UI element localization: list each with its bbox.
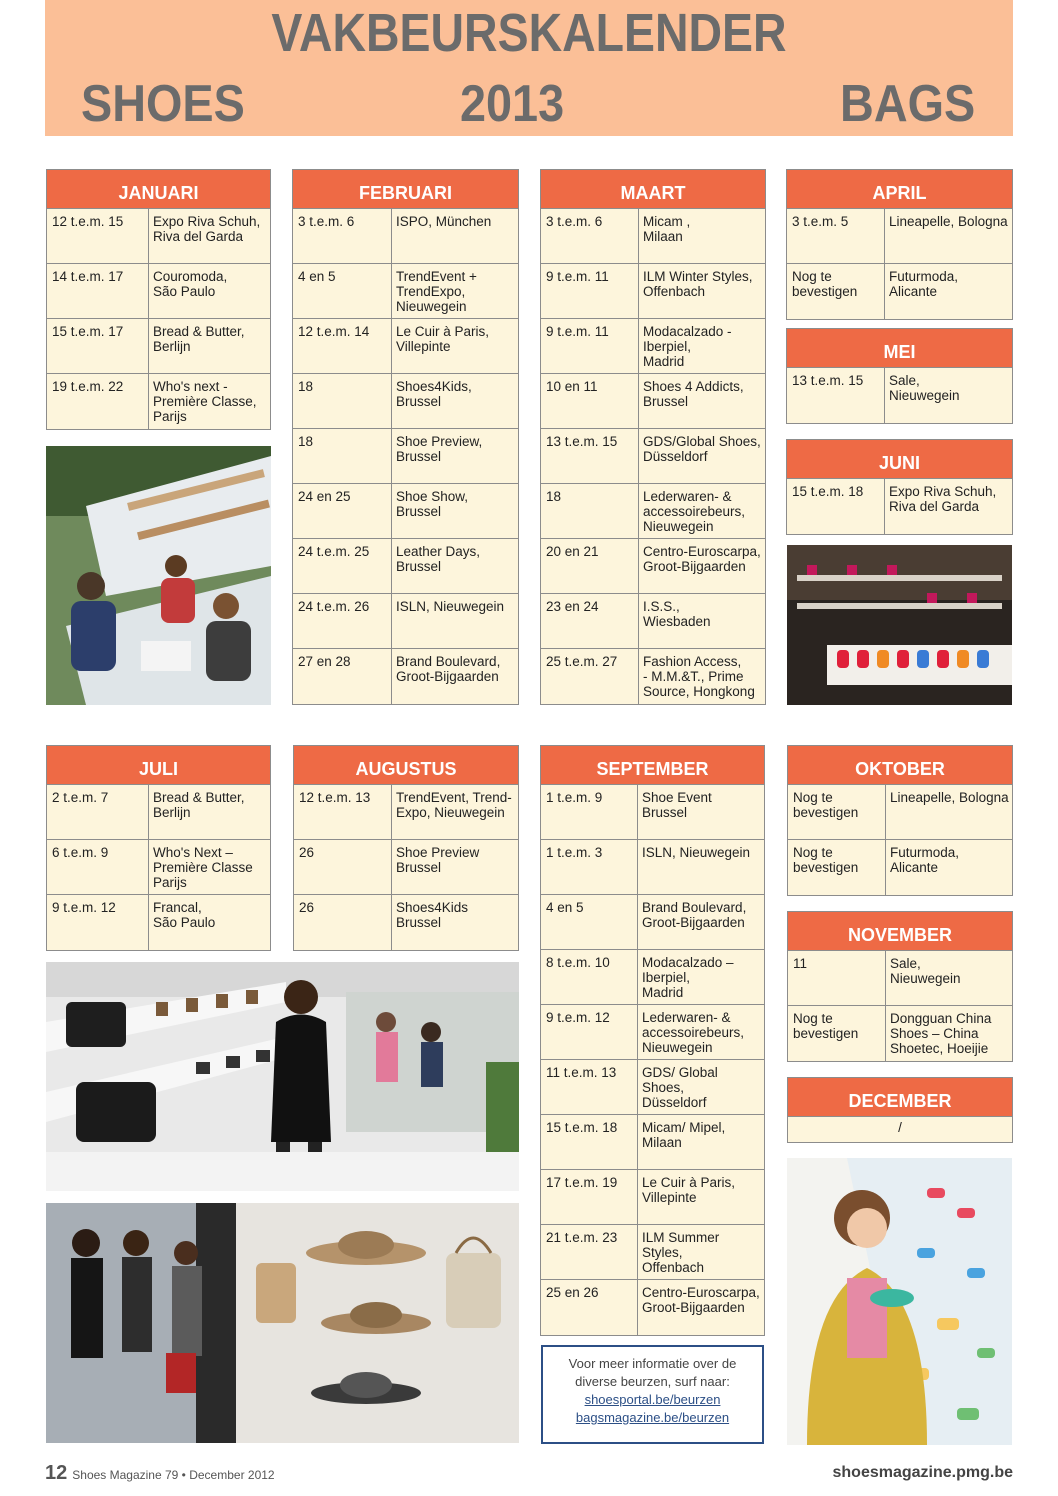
event-name: Francal, São Paulo xyxy=(153,900,216,930)
event-name: Shoe Preview, Brussel xyxy=(396,434,483,464)
event-row xyxy=(293,429,518,484)
header-banner xyxy=(45,0,1013,136)
month-title: APRIL xyxy=(787,170,1012,209)
event-date: Nog te bevestigen xyxy=(793,790,859,820)
footer-left xyxy=(45,1462,275,1485)
column-divider xyxy=(885,1006,886,1061)
event-date: 24 en 25 xyxy=(298,489,351,504)
photo-hats-bags-shop xyxy=(46,1203,519,1443)
event-date: 12 t.e.m. 14 xyxy=(298,324,370,339)
event-row xyxy=(541,785,764,840)
column-divider xyxy=(638,264,639,318)
event-date: 6 t.e.m. 9 xyxy=(52,845,109,860)
event-row xyxy=(541,1225,764,1280)
event-date: Nog te bevestigen xyxy=(793,1011,859,1041)
header-shoes: SHOES xyxy=(81,75,245,133)
event-date: 20 en 21 xyxy=(546,544,599,559)
event-name: Futurmoda, Alicante xyxy=(889,269,959,299)
info-text-line2: diverse beurzen, surf naar: xyxy=(575,1374,730,1389)
event-date: 15 t.e.m. 17 xyxy=(52,324,124,339)
column-divider xyxy=(884,479,885,534)
column-divider xyxy=(638,374,639,428)
footer-website-link[interactable]: shoesmagazine.pmg.be xyxy=(832,1464,1013,1481)
event-date: 1 t.e.m. 3 xyxy=(546,845,603,860)
event-row xyxy=(293,374,518,429)
event-date: 23 en 24 xyxy=(546,599,599,614)
event-name: Shoe Show, Brussel xyxy=(396,489,469,519)
event-row xyxy=(47,319,270,374)
event-date: 11 t.e.m. 13 xyxy=(546,1065,617,1080)
event-name: Shoe Preview Brussel xyxy=(396,845,480,875)
column-divider xyxy=(638,539,639,593)
event-row xyxy=(293,539,518,594)
event-row xyxy=(47,840,270,895)
event-name: Micam/ Mipel, Milaan xyxy=(642,1120,726,1150)
event-row xyxy=(788,1006,1012,1061)
event-name: Who's next - Première Classe, Parijs xyxy=(153,379,257,424)
header-bags: BAGS xyxy=(839,75,975,133)
event-name: Modacalzado – Iberpiel, Madrid xyxy=(642,955,734,1000)
column-divider xyxy=(885,785,886,839)
event-name: Sale, Nieuwegein xyxy=(890,956,961,986)
event-date: 12 t.e.m. 15 xyxy=(52,214,124,229)
month-april xyxy=(786,169,1013,320)
event-row xyxy=(541,539,765,594)
event-name: Shoes4Kids, Brussel xyxy=(396,379,472,409)
month-maart xyxy=(540,169,766,705)
event-row xyxy=(541,895,764,950)
column-divider xyxy=(148,895,149,950)
event-date: 25 t.e.m. 27 xyxy=(546,654,618,669)
column-divider xyxy=(885,951,886,1005)
event-name: Leather Days, Brussel xyxy=(396,544,481,574)
event-name: ILM Winter Styles, Offenbach xyxy=(643,269,753,299)
column-divider xyxy=(884,368,885,423)
event-name: Expo Riva Schuh, Riva del Garda xyxy=(153,214,261,244)
event-date: 4 en 5 xyxy=(298,269,336,284)
event-date: 13 t.e.m. 15 xyxy=(792,373,864,388)
event-date: 3 t.e.m. 5 xyxy=(792,214,849,229)
event-row xyxy=(787,209,1012,264)
column-divider xyxy=(884,209,885,263)
month-juni xyxy=(786,439,1013,535)
header-year: 2013 xyxy=(460,75,565,133)
event-date: 1 t.e.m. 9 xyxy=(546,790,603,805)
event-date: Nog te bevestigen xyxy=(793,845,859,875)
event-row xyxy=(788,951,1012,1006)
event-name: Who's Next – Première Classe Parijs xyxy=(153,845,253,890)
month-januari xyxy=(46,169,271,430)
photo-woman-shoe-shelves xyxy=(787,1158,1012,1445)
column-divider xyxy=(638,484,639,538)
column-divider xyxy=(148,209,149,263)
event-name: TrendEvent, Trend- Expo, Nieuwegein xyxy=(396,790,512,820)
event-row xyxy=(541,319,765,374)
event-row xyxy=(788,785,1012,840)
event-date: 14 t.e.m. 17 xyxy=(52,269,124,284)
event-name: Le Cuir à Paris, Villepinte xyxy=(396,324,490,354)
event-date: 19 t.e.m. 22 xyxy=(52,379,124,394)
event-date: 11 xyxy=(793,956,808,971)
event-date: 9 t.e.m. 12 xyxy=(52,900,116,915)
column-divider xyxy=(638,594,639,648)
event-date: 9 t.e.m. 11 xyxy=(546,324,609,339)
month-title: JUNI xyxy=(787,440,1012,479)
event-date: 26 xyxy=(299,900,315,915)
event-row xyxy=(294,785,518,840)
column-divider xyxy=(391,484,392,538)
event-name: Bread & Butter, Berlijn xyxy=(153,324,245,354)
event-date: 27 en 28 xyxy=(298,654,351,669)
column-divider xyxy=(391,840,392,894)
event-row xyxy=(541,264,765,319)
page-number: 12 xyxy=(45,1462,68,1484)
event-date: 12 t.e.m. 13 xyxy=(299,790,371,805)
event-row xyxy=(788,840,1012,895)
month-oktober xyxy=(787,745,1013,896)
magazine-issue: Shoes Magazine 79 • December 2012 xyxy=(72,1468,275,1482)
event-row xyxy=(541,840,764,895)
event-row xyxy=(293,319,518,374)
event-row xyxy=(541,1280,764,1335)
event-name: Modacalzado - Iberpiel, Madrid xyxy=(643,324,732,369)
month-juli xyxy=(46,745,271,951)
column-divider xyxy=(148,374,149,429)
event-name: Shoes4Kids Brussel xyxy=(396,900,469,930)
column-divider xyxy=(391,264,392,318)
event-date: 25 en 26 xyxy=(546,1285,599,1300)
info-text-line1: Voor meer informatie over de xyxy=(568,1356,737,1371)
month-title: JANUARI xyxy=(47,170,270,209)
column-divider xyxy=(391,895,392,950)
event-row xyxy=(293,594,518,649)
event-name: Shoe Event Brussel xyxy=(642,790,712,820)
no-events: / xyxy=(898,1120,902,1135)
month-november xyxy=(787,911,1013,1062)
event-date: 15 t.e.m. 18 xyxy=(546,1120,618,1135)
event-name: Le Cuir à Paris, Villepinte xyxy=(642,1175,736,1205)
column-divider xyxy=(638,649,639,704)
event-date: 17 t.e.m. 19 xyxy=(546,1175,618,1190)
event-name: Lineapelle, Bologna xyxy=(890,790,1009,805)
column-divider xyxy=(391,319,392,373)
month-title: MAART xyxy=(541,170,765,209)
month-title: MEI xyxy=(787,329,1012,368)
event-row xyxy=(293,484,518,539)
event-date: 3 t.e.m. 6 xyxy=(546,214,603,229)
page-title: VAKBEURSKALENDER xyxy=(271,3,787,63)
event-date: 24 t.e.m. 25 xyxy=(298,544,370,559)
event-name: Fashion Access, - M.M.&T., Prime Source, Hongkong xyxy=(643,654,755,699)
event-date: 10 en 11 xyxy=(546,379,598,394)
column-divider xyxy=(885,840,886,895)
event-row xyxy=(541,950,764,1005)
event-date: 15 t.e.m. 18 xyxy=(792,484,864,499)
month-augustus xyxy=(293,745,519,951)
event-name: Couromoda, São Paulo xyxy=(153,269,228,299)
month-title: JULI xyxy=(47,746,270,785)
event-name: Expo Riva Schuh, Riva del Garda xyxy=(889,484,997,514)
month-title: NOVEMBER xyxy=(788,912,1012,951)
column-divider xyxy=(391,209,392,263)
column-divider xyxy=(148,264,149,318)
column-divider xyxy=(638,429,639,483)
column-divider xyxy=(638,209,639,263)
event-date: 18 xyxy=(298,434,314,449)
event-row xyxy=(541,1060,764,1115)
event-row xyxy=(294,895,518,950)
event-name: I.S.S., Wiesbaden xyxy=(643,599,711,629)
column-divider xyxy=(391,374,392,428)
month-februari xyxy=(292,169,519,705)
event-name: Micam , Milaan xyxy=(643,214,691,244)
month-september xyxy=(540,745,765,1336)
column-divider xyxy=(391,594,392,648)
column-divider xyxy=(391,649,392,704)
event-row xyxy=(47,895,270,950)
event-date: 26 xyxy=(299,845,315,860)
event-name: ISLN, Nieuwegein xyxy=(642,845,751,860)
event-row xyxy=(541,649,765,704)
event-row xyxy=(293,209,518,264)
event-name: Lederwaren- & accessoirebeurs, Nieuwegein xyxy=(643,489,746,534)
column-divider xyxy=(391,429,392,483)
event-row xyxy=(541,1005,764,1060)
event-name: Centro-Euroscarpa, Groot-Bijgaarden xyxy=(643,544,761,574)
event-date: Nog te bevestigen xyxy=(792,269,858,299)
event-row xyxy=(541,374,765,429)
event-date: 18 xyxy=(298,379,314,394)
event-name: Brand Boulevard, Groot-Bijgaarden xyxy=(642,900,747,930)
event-name: Dongguan China Shoes – China Shoetec, Hoeijie xyxy=(890,1011,992,1056)
event-name: ISPO, München xyxy=(396,214,492,229)
column-divider xyxy=(148,319,149,373)
column-divider xyxy=(638,319,639,373)
event-row xyxy=(47,209,270,264)
event-row xyxy=(541,484,765,539)
event-date: 3 t.e.m. 6 xyxy=(298,214,355,229)
event-row xyxy=(47,374,270,429)
event-date: 18 xyxy=(546,489,562,504)
column-divider xyxy=(884,264,885,319)
event-row xyxy=(541,209,765,264)
event-row xyxy=(293,649,518,704)
event-date: 24 t.e.m. 26 xyxy=(298,599,370,614)
event-row xyxy=(541,1170,764,1225)
event-row xyxy=(293,264,518,319)
event-name: Bread & Butter, Berlijn xyxy=(153,790,245,820)
event-name: Lederwaren- & accessoirebeurs, Nieuwegein xyxy=(642,1010,745,1055)
month-title: SEPTEMBER xyxy=(541,746,764,785)
month-december xyxy=(787,1077,1013,1143)
event-row xyxy=(787,479,1012,534)
event-name: ILM Summer Styles, Offenbach xyxy=(642,1230,720,1275)
month-title: AUGUSTUS xyxy=(294,746,518,785)
column-divider xyxy=(391,785,392,839)
event-name: ISLN, Nieuwegein xyxy=(396,599,505,614)
event-date: 9 t.e.m. 12 xyxy=(546,1010,610,1025)
event-name: TrendEvent + TrendExpo, Nieuwegein xyxy=(396,269,477,314)
event-date: 9 t.e.m. 11 xyxy=(546,269,609,284)
event-row xyxy=(294,840,518,895)
event-name: Shoes 4 Addicts, Brussel xyxy=(643,379,744,409)
event-name: Futurmoda, Alicante xyxy=(890,845,960,875)
event-row xyxy=(47,785,270,840)
event-row xyxy=(541,1115,764,1170)
more-info-box xyxy=(541,1345,764,1444)
column-divider xyxy=(391,539,392,593)
event-name: Lineapelle, Bologna xyxy=(889,214,1008,229)
photo-bags-display xyxy=(46,962,519,1191)
event-name: Brand Boulevard, Groot-Bijgaarden xyxy=(396,654,501,684)
event-name: GDS/Global Shoes, Düsseldorf xyxy=(643,434,761,464)
event-date: 13 t.e.m. 15 xyxy=(546,434,618,449)
event-date: 21 t.e.m. 23 xyxy=(546,1230,618,1245)
month-mei xyxy=(786,328,1013,424)
event-date: 2 t.e.m. 7 xyxy=(52,790,109,805)
month-title: DECEMBER xyxy=(788,1078,1012,1117)
event-name: Centro-Euroscarpa, Groot-Bijgaarden xyxy=(642,1285,760,1315)
link-shoesportal[interactable]: shoesportal.be/beurzen xyxy=(584,1392,721,1407)
month-title: FEBRUARI xyxy=(293,170,518,209)
event-row xyxy=(541,594,765,649)
event-row xyxy=(541,429,765,484)
column-divider xyxy=(148,785,149,839)
month-title: OKTOBER xyxy=(788,746,1012,785)
event-name: Sale, Nieuwegein xyxy=(889,373,960,403)
event-row xyxy=(787,368,1012,423)
photo-fair-visitors-table xyxy=(46,446,271,705)
event-name: GDS/ Global Shoes, Düsseldorf xyxy=(642,1065,718,1110)
event-row xyxy=(47,264,270,319)
event-date: 8 t.e.m. 10 xyxy=(546,955,610,970)
column-divider xyxy=(148,840,149,894)
event-row xyxy=(787,264,1012,319)
event-date: 4 en 5 xyxy=(546,900,584,915)
link-bagsmagazine[interactable]: bagsmagazine.be/beurzen xyxy=(575,1410,730,1425)
photo-shoe-display-red xyxy=(787,545,1012,705)
